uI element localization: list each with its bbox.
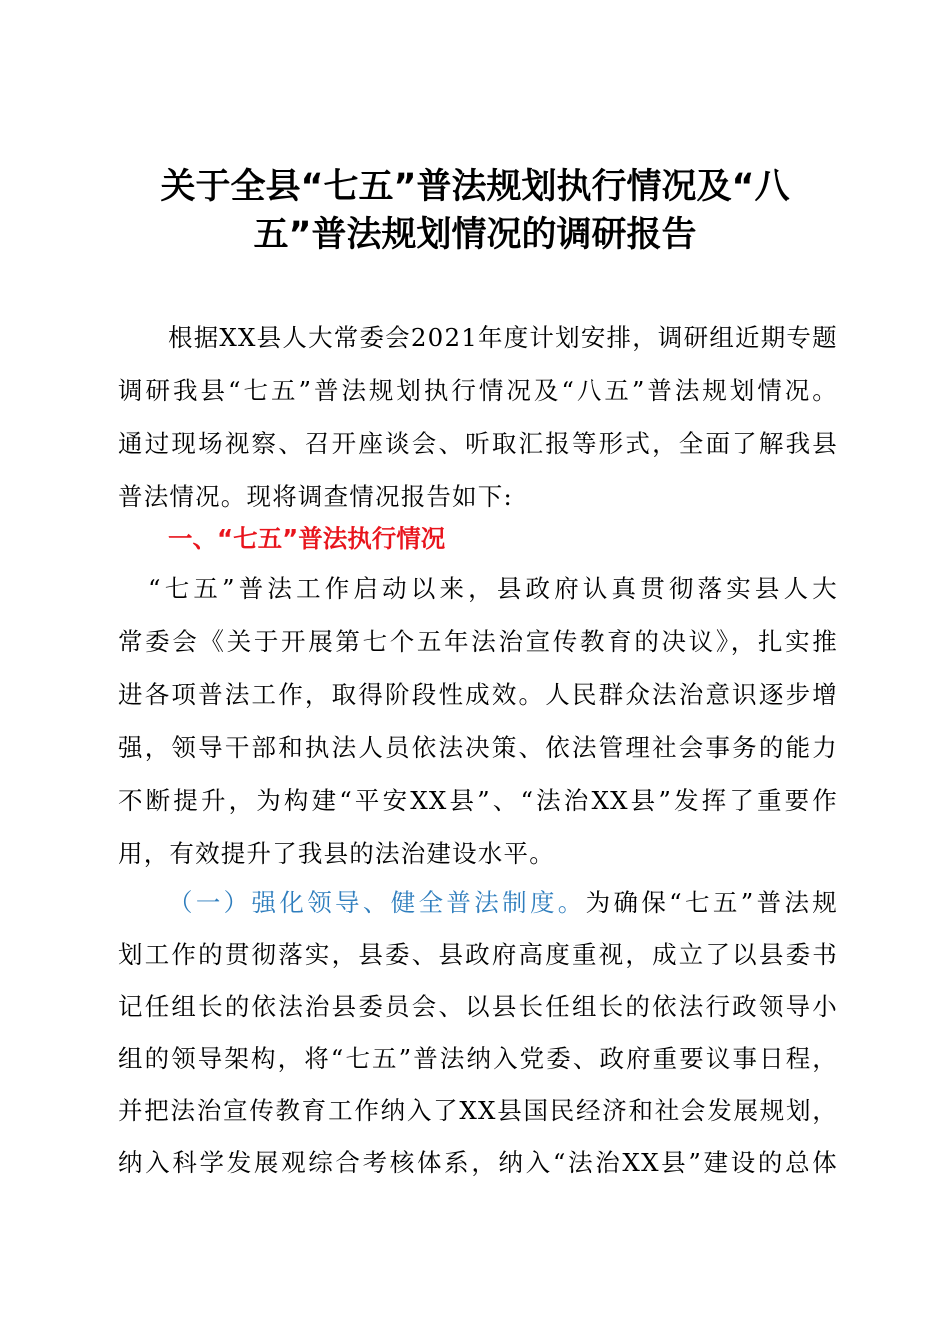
subsection1-line-4: 组的领导架构，将“七五”普法纳入党委、政府重要议事日程， xyxy=(118,1044,838,1073)
subsection-heading-1: （一）强化领导、健全普法制度。 xyxy=(168,888,586,917)
section-heading-1: 一、“七五”普法执行情况 xyxy=(168,524,446,553)
document-title-line-2: 五”普法规划情况的调研报告 xyxy=(253,215,697,255)
subsection1-line-6: 纳入科学发展观综合考核体系，纳入“法治XX县”建设的总体 xyxy=(118,1148,838,1177)
subsection1-line-5: 并把法治宣传教育工作纳入了XX县国民经济和社会发展规划， xyxy=(118,1096,838,1125)
subsection1-line-1-rest: 为确保“七五”普法规 xyxy=(585,888,838,917)
section1-line-4: 强，领导干部和执法人员依法决策、依法管理社会事务的能力 xyxy=(118,733,838,762)
document-title-line-1: 关于全县“七五”普法规划执行情况及“八 xyxy=(160,167,790,207)
section1-line-6: 用，有效提升了我县的法治建设水平。 xyxy=(118,839,555,868)
subsection1-line-1 xyxy=(168,885,838,921)
intro-line-3: 通过现场视察、召开座谈会、听取汇报等形式，全面了解我县 xyxy=(118,429,838,458)
intro-line-2: 调研我县“七五”普法规划执行情况及“八五”普法规划情况。 xyxy=(118,376,838,405)
intro-line-1: 根据XX县人大常委会2021年度计划安排，调研组近期专题 xyxy=(168,323,838,352)
subsection1-line-3: 记任组长的依法治县委员会、以县长任组长的依法行政领导小 xyxy=(118,992,838,1021)
intro-line-4: 普法情况。现将调查情况报告如下: xyxy=(118,482,513,511)
subsection1-line-2: 划工作的贯彻落实，县委、县政府高度重视，成立了以县委书 xyxy=(118,940,838,969)
section1-line-1: “七五”普法工作启动以来，县政府认真贯彻落实县人大 xyxy=(148,574,838,603)
section1-line-5: 不断提升，为构建“平安XX县”、“法治XX县”发挥了重要作 xyxy=(118,786,838,815)
section1-line-3: 进各项普法工作，取得阶段性成效。人民群众法治意识逐步增 xyxy=(118,680,838,709)
section1-line-2: 常委会《关于开展第七个五年法治宣传教育的决议》，扎实推 xyxy=(118,627,838,656)
